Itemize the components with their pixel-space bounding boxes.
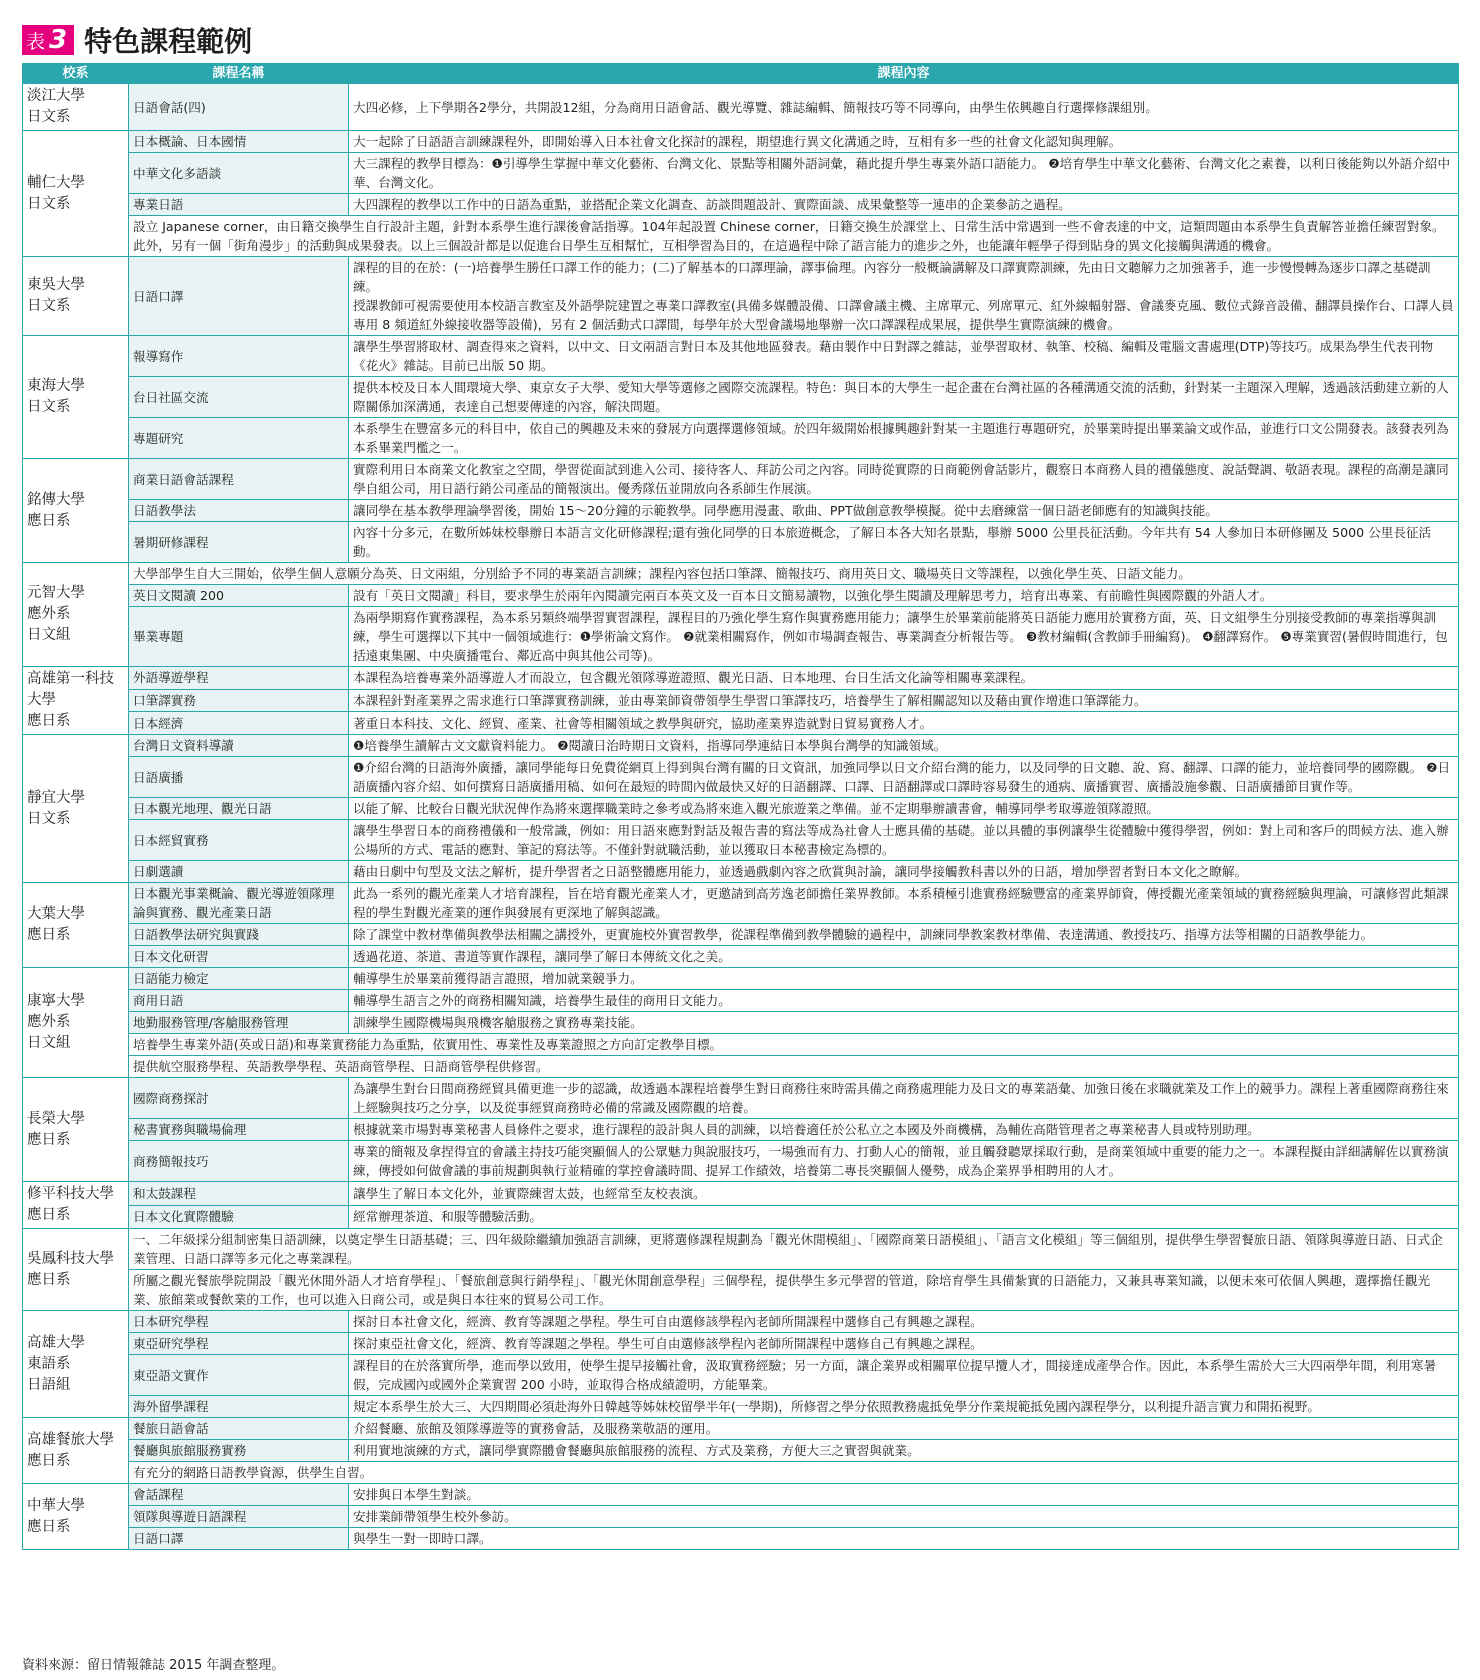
course-content-cell: 藉由日劇中句型及文法之解析，提升學習者之日語整體應用能力，並透過戲劇內容之欣賞與討論，讓同學接觸教科書以外的日語，增加學習者對日本文化之瞭解。 [349,861,1459,883]
table-label: 表 [26,30,47,53]
course-table-container [22,63,1458,1550]
course-name-cell: 日語口譯 [129,257,349,336]
table-row [23,459,1459,500]
merged-content-cell: 培養學生專業外語(英或日語)和專業實務能力為重點，依實用性、專業性及專業證照之方向訂定教學目標。 [129,1034,1459,1056]
course-content-cell: 專業的簡報及拿捏得宜的會議主持技巧能突顯個人的公眾魅力與說服技巧，一場強而有力、打動人心的簡報，並且觸發聽眾採取行動，是商業領域中重要的能力之一。本課程擬由詳細講解佐以實務演練，傳授如何做會議的事前規劃與執行並精確的掌控會議時間、提昇工作績效，培養第二專長突顯個人優勢，成為企業界爭相聘用的人才。 [349,1141,1459,1182]
table-row [23,1484,1459,1506]
course-content-cell: ❶培養學生讀解古文文獻資料能力。 ❷閱讀日治時期日文資料，指導同學連結日本學與台灣學的知識領域。 [349,735,1459,757]
table-row [23,1506,1459,1528]
table-row [23,216,1459,257]
table-row [23,1311,1459,1333]
course-name-cell: 東亞研究學程 [129,1333,349,1355]
table-row [23,968,1459,990]
table-row [23,607,1459,667]
table-row [23,1205,1459,1229]
table-row [23,946,1459,968]
table-row [23,1333,1459,1355]
course-content-cell: 與學生一對一即時口譯。 [349,1528,1459,1550]
course-name-cell: 日語口譯 [129,1528,349,1550]
course-name-cell: 日本經濟 [129,712,349,735]
column-header-content: 課程內容 [349,64,1459,84]
school-cell: 中華大學 應日系 [23,1484,129,1550]
school-cell: 高雄第一科技 大學 應日系 [23,667,129,735]
course-name-cell: 台灣日文資料導讀 [129,735,349,757]
course-content-cell: 探討日本社會文化，經濟、教育等課題之學程。學生可自由選修該學程內老師所開課程中選修自己有興趣之課程。 [349,1311,1459,1333]
table-row [23,883,1459,924]
table-row [23,257,1459,336]
course-content-cell: 為兩學期寫作實務課程，為本系另類終端學習實習課程，課程目的乃強化學生寫作與實務應用能力；讓學生於畢業前能將英日語能力應用於實務方面，英、日文組學生分別接受教師的專業指導與訓練，學生可選擇以下其中一個領域進行：❶學術論文寫作。 ❷就業相關寫作，例如市場調查報告、專業調查分析報告等。 ❸教材編輯(含教師手冊編寫)。 ❹翻譯寫作。 ❺專業實習(暑假時間進行，包括遠東集團、中央廣播電台、鄰近高中與其他公司等)。 [349,607,1459,667]
table-row [23,84,1459,131]
school-cell: 長榮大學 應日系 [23,1078,129,1182]
table-row [23,735,1459,757]
merged-content-cell: 大學部學生自大三開始，依學生個人意願分為英、日文兩組，分別給予不同的專業語言訓練；課程內容包括口筆譯、簡報技巧、商用英日文、職場英日文等課程，以強化學生英、日語文能力。 [129,563,1459,585]
course-name-cell: 日本文化實際體驗 [129,1205,349,1229]
table-row [23,153,1459,194]
table-row [23,563,1459,585]
table-row [23,500,1459,522]
course-name-cell: 日語能力檢定 [129,968,349,990]
course-name-cell: 秘書實務與職場倫理 [129,1119,349,1141]
course-content-cell: 除了課堂中教材準備與教學法相關之講授外，更實施校外實習教學，從課程準備到教學體驗的過程中，訓練同學教案教材準備、表達溝通、教授技巧、指導方法等相關的日語教學能力。 [349,924,1459,946]
table-row [23,1034,1459,1056]
course-name-cell: 外語導遊學程 [129,667,349,690]
course-content-cell: 大四課程的教學以工作中的日語為重點，並搭配企業文化調查、訪談問題設計、實際面談、成果彙整等一連串的企業參訪之過程。 [349,194,1459,216]
course-content-cell: 經常辦理茶道、和服等體驗活動。 [349,1205,1459,1229]
course-name-cell: 商業日語會話課程 [129,459,349,500]
course-content-cell: 利用實地演練的方式，讓同學實際體會餐廳與旅館服務的流程、方式及業務，方便大三之實習與就業。 [349,1440,1459,1462]
table-body [23,84,1459,1550]
course-content-cell: 大一起除了日語語言訓練課程外，即開始導入日本社會文化探討的課程，期望進行異文化溝通之時，互相有多一些的社會文化認知與理解。 [349,131,1459,153]
table-row [23,990,1459,1012]
school-cell: 康寧大學 應外系 日文組 [23,968,129,1078]
table-row [23,1012,1459,1034]
table-row [23,712,1459,735]
school-cell: 銘傳大學 應日系 [23,459,129,563]
merged-content-cell: 設立 Japanese corner，由日籍交換學生自行設計主題，針對本系學生進行課後會話指導。104年起設置 Chinese corner，日籍交換生於課堂上、日常生活中常遇到一些不會表達的中文，這類問題由本系學生負責解答並擔任練習對象。此外，另有一個「街角漫步」的活動與成果發表。以上三個設計都是以促進台日學生互相幫忙，互相學習為目的，在這過程中除了語言能力的進步之外，也能讓年輕學子得到貼身的異文化接觸與溝通的機會。 [129,216,1459,257]
school-cell: 高雄餐旅大學 應日系 [23,1418,129,1484]
table-row [23,1078,1459,1119]
course-name-cell: 台日社區交流 [129,377,349,418]
course-name-cell: 暑期研修課程 [129,522,349,563]
course-name-cell: 報導寫作 [129,336,349,377]
course-content-cell: 根據就業市場對專業秘書人員條件之要求，進行課程的設計與人員的訓練，以培養適任於公私立之本國及外商機構，為輔佐高階管理者之專業秘書人員或特別助理。 [349,1119,1459,1141]
course-content-cell: 讓學生學習將取材、調查得來之資料，以中文、日文兩語言對日本及其他地區發表。藉由製作中日對譯之雜誌，並學習取材、執筆、校稿、編輯及電腦文書處理(DTP)等技巧。成果為學生代表刊物《花火》雜誌。目前已出版 50 期。 [349,336,1459,377]
course-content-cell: 課程目的在於落實所學，進而學以致用，使學生提早接觸社會，汲取實務經驗；另一方面，讓企業界或相關單位提早攬人才，間接達成產學合作。因此，本系學生需於大三大四兩學年間，利用寒暑假，完成國內或國外企業實習 200 小時，並取得合格成績證明，方能畢業。 [349,1355,1459,1396]
table-row [23,924,1459,946]
course-name-cell: 海外留學課程 [129,1396,349,1418]
course-name-cell: 國際商務探討 [129,1078,349,1119]
course-content-cell: 輔導學生語言之外的商務相關知識，培養學生最佳的商用日文能力。 [349,990,1459,1012]
course-name-cell: 日語教學法研究與實踐 [129,924,349,946]
course-name-cell: 地勤服務管理/客艙服務管理 [129,1012,349,1034]
merged-content-cell: 有充分的網路日語教學資源，供學生自習。 [129,1462,1459,1484]
table-row [23,1418,1459,1440]
school-cell: 元智大學 應外系 日文組 [23,563,129,667]
table-row [23,377,1459,418]
course-content-cell: 本課程針對產業界之需求進行口筆譯實務訓練，並由專業師資帶領學生學習口筆譯技巧，培養學生了解相關認知以及藉由實作增進口筆譯能力。 [349,689,1459,712]
course-name-cell: 日語教學法 [129,500,349,522]
course-content-cell: 規定本系學生於大三、大四期間必須赴海外日韓越等姊妹校留學半年(一學期)，所修習之學分依照教務處抵免學分作業規範抵免國內課程學分，以利提升語言實力和開拓視野。 [349,1396,1459,1418]
merged-content-cell: 提供航空服務學程、英語教學學程、英語商管學程、日語商管學程供修習。 [129,1056,1459,1078]
course-content-cell: 透過花道、茶道、書道等實作課程，讓同學了解日本傳統文化之美。 [349,946,1459,968]
course-content-cell: 讓學生學習日本的商務禮儀和一般常識，例如：用日語來應對對話及報告書的寫法等成為社會人士應具備的基礎。並以具體的事例讓學生從體驗中獲得學習，例如：對上司和客戶的問候方法、進入辦公場所的方式、電話的應對、筆記的寫法等。不僅針對就職活動，並以獲取日本秘書檢定為標的。 [349,820,1459,861]
course-name-cell: 商用日語 [129,990,349,1012]
merged-content-cell: 一、二年級採分組制密集日語訓練，以奠定學生日語基礎；三、四年級除繼續加強語言訓練，更將選修課程規劃為「觀光休閒模組」、「國際商業日語模組」、「語言文化模組」等三個組別，提供學生學習餐旅日語、領隊與導遊日語、日式企業管理、日語口譯等多元化之專業課程。 [129,1229,1459,1270]
table-number: 3 [49,25,69,55]
course-name-cell: 日劇選讀 [129,861,349,883]
course-content-cell: 此為一系列的觀光產業人才培育課程，旨在培育觀光產業人才，更邀請到高芳逸老師擔任業界教師。本系積極引進實務經驗豐富的產業界師資，傳授觀光產業領域的實務經驗與理論，可讓修習此類課程的學生對觀光產業的運作與發展有更深地了解與認識。 [349,883,1459,924]
table-row [23,336,1459,377]
course-content-cell: 著重日本科技、文化、經貿、產業、社會等相關領域之教學與研究，協助產業界造就對日貿易實務人才。 [349,712,1459,735]
table-number-badge [22,25,74,55]
school-cell: 東吳大學 日文系 [23,257,129,336]
course-content-cell: 讓學生了解日本文化外，並實際練習太鼓，也經常至友校表演。 [349,1182,1459,1206]
table-row [23,1396,1459,1418]
course-name-cell: 日本研究學程 [129,1311,349,1333]
course-content-cell: 安排與日本學生對談。 [349,1484,1459,1506]
course-name-cell: 專題研究 [129,418,349,459]
course-name-cell: 日本觀光地理、觀光日語 [129,798,349,820]
course-name-cell: 餐廳與旅館服務實務 [129,1440,349,1462]
school-cell: 吳鳳科技大學 應日系 [23,1229,129,1311]
course-name-cell: 畢業專題 [129,607,349,667]
course-name-cell: 東亞語文實作 [129,1355,349,1396]
column-header-course: 課程名稱 [129,64,349,84]
course-name-cell: 和太鼓課程 [129,1182,349,1206]
table-caption [22,22,252,58]
course-name-cell: 專業日語 [129,194,349,216]
table-row [23,820,1459,861]
table-row [23,194,1459,216]
school-cell: 靜宜大學 日文系 [23,735,129,883]
course-name-cell: 商務簡報技巧 [129,1141,349,1182]
table-row [23,861,1459,883]
table-title: 特色課程範例 [84,25,253,58]
course-content-cell: 訓練學生國際機場與飛機客艙服務之實務專業技能。 [349,1012,1459,1034]
course-content-cell: 課程的目的在於：(一)培養學生勝任口譯工作的能力；(二)了解基本的口譯理論，譯事倫理。內容分一般概論講解及口譯實際訓練，先由日文聽解力之加強著手，進一步慢慢轉為逐步口譯之基礎訓練。 授課教師可視需要使用本校語言教室及外語學院建置之專業口譯教室(具備多媒體設備、口譯會議主機、主席單元、列席單元、紅外線輻射器、會議麥克風、數位式錄音設備、翻譯員操作台、口譯人員專用 8 頻道紅外線接收器等設備)，另有 2 個活動式口譯間，每學年於大型會議場地舉辦一次口譯課程成果展，提供學生實際演練的機會。 [349,257,1459,336]
course-content-cell: 安排業師帶領學生校外參訪。 [349,1506,1459,1528]
table-row [23,585,1459,607]
table-row [23,1182,1459,1206]
table-row [23,1229,1459,1270]
course-name-cell: 會話課程 [129,1484,349,1506]
course-content-cell: 以能了解、比較台日觀光狀況俾作為將來選擇職業時之參考或為將來進入觀光旅遊業之準備。並不定期舉辦讀書會，輔導同學考取導遊領隊證照。 [349,798,1459,820]
source-note: 資料來源：留日情報雜誌 2015 年調查整理。 [22,1658,285,1673]
course-content-cell: 介紹餐廳、旅館及領隊導遊等的實務會話，及服務業敬語的運用。 [349,1418,1459,1440]
table-row [23,1528,1459,1550]
table-row [23,1119,1459,1141]
course-content-cell: ❶介紹台灣的日語海外廣播，讓同學能每日免費從網頁上得到與台灣有關的日文資訊，加強同學以日文介紹台灣的能力，以及同學的日文聽、說、寫、翻譯、口譯的能力，並培養同學的國際觀。 ❷日語廣播內容介紹、如何撰寫日語廣播用稿、如何在最短的時間內做最快又好的日語翻譯、口譯、日語翻譯或口譯時容易發生的通病、廣播實習、廣播設施參觀、日語廣播節目實作等。 [349,757,1459,798]
column-header-school: 校系 [23,64,129,84]
course-content-cell: 本系學生在豐富多元的科目中，依自己的興趣及未來的發展方向選擇選修領域。於四年級開始根據興趣針對某一主題進行專題研究，於畢業時提出畢業論文或作品，並進行口文公開發表。該發表列為本系畢業門檻之一。 [349,418,1459,459]
course-content-cell: 為讓學生對台日間商務經貿具備更進一步的認識，故透過本課程培養學生對日商務往來時需具備之商務處理能力及日文的專業語彙、加強日後在求職就業及工作上的競爭力。課程上著重國際商務往來上經驗與技巧之分享，以及從事經貿商務時必備的常識及國際觀的培養。 [349,1078,1459,1119]
course-name-cell: 領隊與導遊日語課程 [129,1506,349,1528]
course-name-cell: 餐旅日語會話 [129,1418,349,1440]
table-row [23,522,1459,563]
table-row [23,1056,1459,1078]
course-content-cell: 讓同學在基本教學理論學習後，開始 15～20分鐘的示範教學。同學應用漫畫、歌曲、PPT做創意教學模擬。從中去磨練當一個日語老師應有的知識與技能。 [349,500,1459,522]
course-content-cell: 本課程為培養專業外語導遊人才而設立，包含觀光領隊導遊證照、觀光日語、日本地理、台日生活文化論等相關專業課程。 [349,667,1459,690]
course-name-cell: 日本概論、日本國情 [129,131,349,153]
course-content-cell: 大四必修，上下學期各2學分，共開設12組，分為商用日語會話、觀光導覽、雜誌編輯、簡報技巧等不同導向，由學生依興趣自行選擇修課組別。 [349,84,1459,131]
table-row [23,418,1459,459]
course-table [22,63,1459,1550]
school-cell: 大葉大學 應日系 [23,883,129,968]
merged-content-cell: 所屬之觀光餐旅學院開設「觀光休閒外語人才培育學程」、「餐旅創意與行銷學程」、「觀光休閒創意學程」三個學程，提供學生多元學習的管道，除培育學生具備紮實的日語能力，又兼具專業知識，以便未來可依個人興趣，選擇擔任觀光業、旅館業或餐飲業的工作，也可以進入日商公司，或是與日本往來的貿易公司工作。 [129,1270,1459,1311]
table-row [23,131,1459,153]
course-content-cell: 內容十分多元，在數所姊妹校舉辦日本語言文化研修課程;還有強化同學的日本旅遊概念，了解日本各大知名景點，舉辦 5000 公里長征活動。今年共有 54 人參加日本研修團及 5000 公里長征活動。 [349,522,1459,563]
school-cell: 修平科技大學 應日系 [23,1182,129,1229]
course-name-cell: 日本經貿實務 [129,820,349,861]
school-cell: 高雄大學 東語系 日語組 [23,1311,129,1418]
school-cell: 東海大學 日文系 [23,336,129,459]
course-name-cell: 日本觀光事業概論、觀光導遊領隊理論與實務、觀光產業日語 [129,883,349,924]
course-name-cell: 中華文化多語談 [129,153,349,194]
table-row [23,1355,1459,1396]
table-row [23,1440,1459,1462]
table-row [23,667,1459,690]
course-name-cell: 日語廣播 [129,757,349,798]
table-row [23,689,1459,712]
course-content-cell: 提供本校及日本人間環境大學、東京女子大學、愛知大學等選修之國際交流課程。特色：與日本的大學生一起企畫在台灣社區的各種溝通交流的活動，針對某一主題深入理解，透過該活動建立新的人際關係加深溝通，表達自己想要傳達的內容，解決問題。 [349,377,1459,418]
course-name-cell: 口筆譯實務 [129,689,349,712]
course-content-cell: 探討東亞社會文化，經濟、教育等課題之學程。學生可自由選修該學程內老師所開課程中選修自己有興趣之課程。 [349,1333,1459,1355]
course-name-cell: 日語會話(四) [129,84,349,131]
table-row [23,798,1459,820]
table-header-row [23,64,1459,84]
table-row [23,1462,1459,1484]
course-content-cell: 輔導學生於畢業前獲得語言證照，增加就業競爭力。 [349,968,1459,990]
course-name-cell: 英日文閱讀 200 [129,585,349,607]
course-content-cell: 實際利用日本商業文化教室之空間，學習從面試到進入公司、接待客人、拜訪公司之內容。同時從實際的日商範例會話影片，觀察日本商務人員的禮儀態度、說話聲調、敬語表現。課程的高潮是讓同學自組公司，用日語行銷公司產品的簡報演出。優秀隊伍並開放向各系師生作展演。 [349,459,1459,500]
table-row [23,1270,1459,1311]
course-content-cell: 大三課程的教學目標為：❶引導學生掌握中華文化藝術、台灣文化、景點等相關外語詞彙，藉此提升學生專業外語口語能力。 ❷培育學生中華文化藝術、台灣文化之素養，以利日後能夠以外語介紹中華、台灣文化。 [349,153,1459,194]
table-row [23,1141,1459,1182]
course-content-cell: 設有「英日文閱讀」科目，要求學生於兩年內閱讀完兩百本英文及一百本日文簡易讀物，以強化學生閱讀及理解思考力，培育出專業、有前瞻性與國際觀的外語人才。 [349,585,1459,607]
table-row [23,757,1459,798]
course-name-cell: 日本文化研習 [129,946,349,968]
school-cell: 淡江大學 日文系 [23,84,129,131]
school-cell: 輔仁大學 日文系 [23,131,129,257]
